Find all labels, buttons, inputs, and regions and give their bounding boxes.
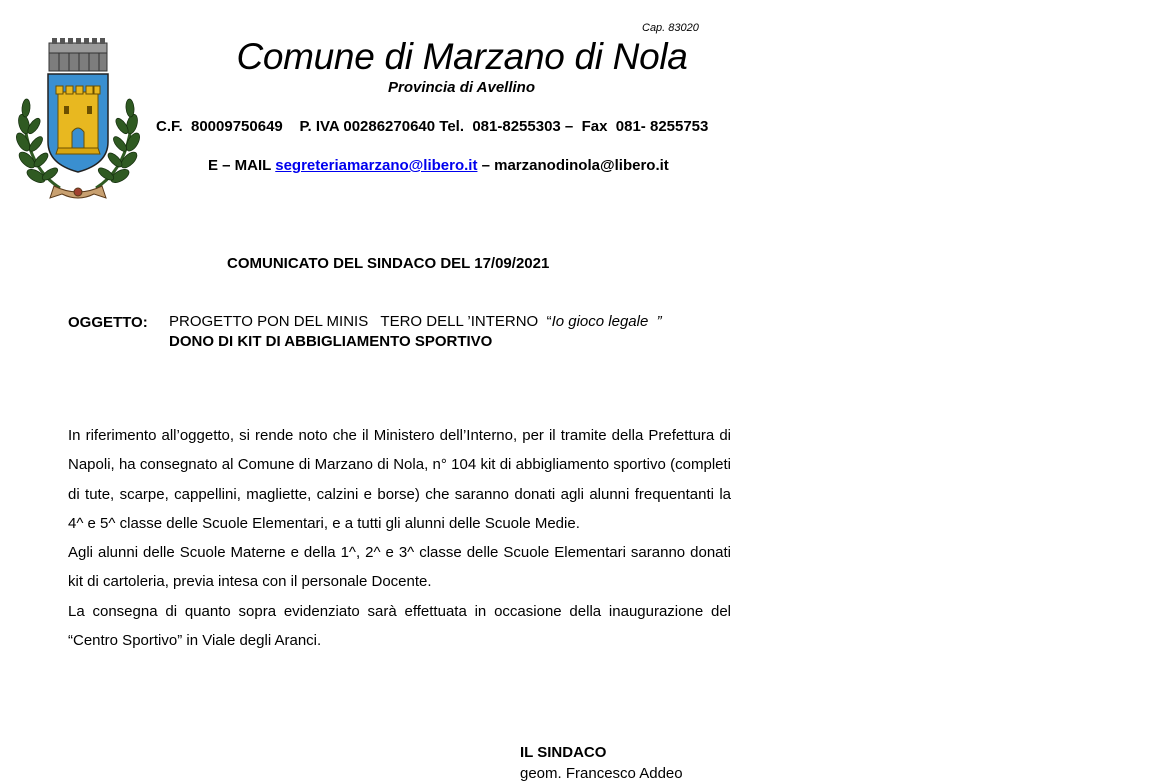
crown-icon <box>49 38 107 71</box>
municipality-title: Comune di Marzano di Nola <box>236 36 688 77</box>
ribbon-icon <box>50 186 106 198</box>
body-paragraph-2: Agli alunni delle Scuole Materne e della 1^, 2^ e 3^ classe delle Scuole Elementari saranno donati kit di cartoleria, previa intesa con il personale Docente. <box>68 544 731 591</box>
body-paragraph-1: In riferimento all’oggetto, si rende noto che il Ministero dell’Interno, per il tramite della Prefettura di Napoli, ha consegnato al Comune di Marzano di Nola, n° 104 kit di abbigliamento sportivo (completi di tute, scarpe, cappellini, magliette, calzini e borse) che saranno donati agli alunni frequentanti la 4^ e 5^ classe delle Scuole Elementari, e a tutti gli alunni delle Scuole Medie. <box>68 427 731 532</box>
email-line <box>208 157 669 174</box>
signature-role: IL SINDACO <box>520 744 607 761</box>
document-heading: COMUNICATO DEL SINDACO DEL 17/09/2021 <box>227 255 550 272</box>
coat-of-arms-icon <box>14 38 142 204</box>
email-link[interactable]: segreteriamarzano@libero.it <box>275 157 478 174</box>
province-subtitle: Provincia di Avellino <box>388 79 535 96</box>
body-paragraph-3: La consegna di quanto sopra evidenziato sarà effettuata in occasione della inaugurazione del “Centro Sportivo” in Viale degli Aranci. <box>68 602 731 650</box>
email-suffix: – marzanodinola@libero.it <box>477 157 669 174</box>
email-prefix: E – MAIL <box>208 157 276 174</box>
subject-label: OGGETTO: <box>68 314 148 331</box>
signature-name: geom. Francesco Addeo <box>520 765 683 782</box>
tower-icon <box>56 86 100 154</box>
subject-line-1-text: PROGETTO PON DEL MINIS TERO DELL ’INTERNO “ <box>169 313 552 330</box>
body-text <box>68 421 731 655</box>
subject-line-1-italic: Io gioco legale ” <box>551 313 662 330</box>
subject-line-1 <box>169 313 662 330</box>
fiscal-contact-line: C.F. 80009750649 P. IVA 00286270640 Tel. 081-8255303 – Fax 081- 8255753 <box>156 118 709 135</box>
subject-line-2: DONO DI KIT DI ABBIGLIAMENTO SPORTIVO <box>169 333 493 350</box>
postal-code: Cap. 83020 <box>642 22 699 34</box>
